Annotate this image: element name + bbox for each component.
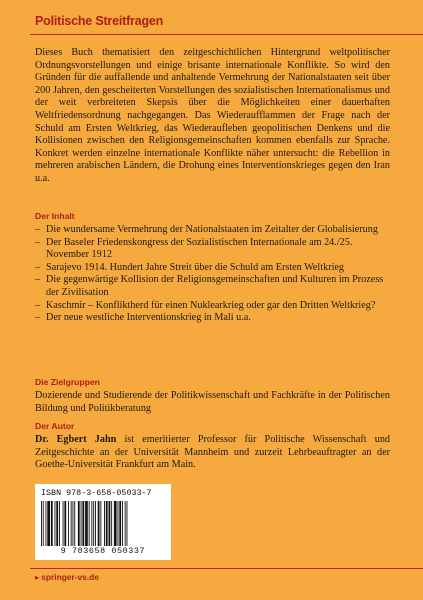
barcode-bar xyxy=(106,501,108,546)
publisher-link[interactable] xyxy=(35,572,99,582)
inhalt-item xyxy=(35,237,390,262)
top-rule xyxy=(30,34,423,35)
barcode-bar xyxy=(125,501,126,546)
barcode-bar xyxy=(91,501,92,546)
footer-rule xyxy=(30,568,423,569)
barcode-bar xyxy=(100,501,101,546)
barcode-bar xyxy=(71,501,72,546)
arrow-icon: ▸ xyxy=(35,572,40,582)
intro-paragraph: Dieses Buch thematisiert den zeitgeschichtlichen Hintergrund weltpolitischer Ordnungsvorstellungen und einige brisante internationale Konflikte. So wird den Gründen für die auffallende und anhaltende Vermehrung der Nationalstaaten seit über 200 Jahren, den gescheiterten Vorstellungen des sozialistischen Internationalismus und der weit verbreiteten Skepsis über die Möglichkeiten einer dauerhaften Weltfriedensordnung nachgegangen. Das Wiederaufflammen der Frage nach der Schuld am Ersten Weltkrieg, das Wiederaufleben geopolitischen Denkens und die Kollisionen zwischen den Religionsgemeinschaften kommen ebenfalls zur Sprache. Konkret werden einzelne internationale Konflikte näher untersucht: die Rebellion in mehreren arabischen Ländern, die Drohung eines Interventionskrieges gegen den Iran u.a. xyxy=(35,47,390,184)
dash-icon: – xyxy=(35,236,41,248)
barcode-bar xyxy=(85,501,88,546)
barcode-bar xyxy=(63,501,64,546)
inhalt-heading: Der Inhalt xyxy=(35,211,75,221)
barcode-bar xyxy=(89,501,90,546)
barcode-bar xyxy=(59,501,60,546)
zielgruppen-heading: Die Zielgruppen xyxy=(35,377,100,387)
inhalt-item xyxy=(35,300,390,313)
dash-icon: – xyxy=(35,224,41,235)
inhalt-item-text: Kaschmir – Konfliktherd für einen Nuklearkrieg oder gar den Dritten Weltkrieg? xyxy=(46,299,376,311)
barcode-bar xyxy=(109,501,111,546)
zielgruppen-text: Dozierende und Studierende der Politikwissenschaft und Fachkräfte in der Politischen Bildung und Politikberatung xyxy=(35,390,390,414)
inhalt-item-text: Die gegenwärtige Kollision der Religionsgemeinschaften und Kulturen im Prozess der Zivilisation xyxy=(46,274,384,298)
isbn-label: ISBN 978-3-658-05033-7 xyxy=(41,488,152,498)
barcode-bar xyxy=(73,501,74,546)
autor-paragraph xyxy=(35,434,390,472)
barcode-bars xyxy=(41,501,165,546)
inhalt-item-text: Der neue westliche Interventionskrieg in Mali u.a. xyxy=(46,312,251,324)
barcode-bar xyxy=(114,501,117,546)
series-title: Politische Streitfragen xyxy=(35,14,164,28)
barcode-bar xyxy=(118,501,119,546)
barcode-bar xyxy=(122,501,123,546)
inhalt-item xyxy=(35,312,390,325)
inhalt-item xyxy=(35,224,390,237)
dash-icon: – xyxy=(35,299,41,311)
barcode-digits: 9 783658 050337 xyxy=(60,546,146,556)
barcode-bar xyxy=(43,501,44,546)
barcode-bar xyxy=(55,501,56,546)
barcode-bar xyxy=(82,501,84,546)
barcode-bar xyxy=(46,501,47,546)
barcode-bar xyxy=(127,501,128,546)
publisher-url: springer-vs.de xyxy=(41,572,99,582)
dash-icon: – xyxy=(35,261,41,273)
inhalt-item xyxy=(35,262,390,275)
autor-heading: Der Autor xyxy=(35,421,75,431)
barcode-bar xyxy=(56,501,58,546)
barcode-bar xyxy=(95,501,96,546)
barcode-bar xyxy=(68,501,69,546)
inhalt-item xyxy=(35,274,390,299)
barcode-bar xyxy=(64,501,66,546)
barcode-bar xyxy=(111,501,112,546)
inhalt-item-text: Der Baseler Friedenskongress der Sozialistischen Internationale am 24./25. November 1912 xyxy=(46,236,353,261)
barcode-bar xyxy=(119,501,121,546)
dash-icon: – xyxy=(35,274,41,286)
author-bio: ist emeritierter Professor für Politische Wissenschaft und Zeitgeschichte an der Universität Mannheim und zurzeit Lehrbeauftragter an der Goethe-Universität Frankfurt am Main. xyxy=(35,434,391,471)
barcode-bar xyxy=(93,501,94,546)
inhalt-list xyxy=(35,224,390,325)
barcode-bar xyxy=(41,501,42,546)
barcode-bar xyxy=(78,501,80,546)
inhalt-item-text: Die wundersame Vermehrung der Nationalstaaten im Zeitalter der Globalisierung xyxy=(46,224,378,235)
author-name: Dr. Egbert Jahn xyxy=(35,434,117,445)
barcode-bar xyxy=(81,501,82,546)
barcode-bar xyxy=(51,501,53,546)
inhalt-item-text: Sarajevo 1914. Hundert Jahre Streit über die Schuld am Ersten Weltkrieg xyxy=(46,261,345,273)
barcode-bar xyxy=(47,501,50,546)
barcode-bar xyxy=(98,501,100,546)
barcode xyxy=(35,484,171,560)
dash-icon: – xyxy=(35,312,41,324)
barcode-bar xyxy=(74,501,75,546)
barcode-bar xyxy=(104,501,105,546)
